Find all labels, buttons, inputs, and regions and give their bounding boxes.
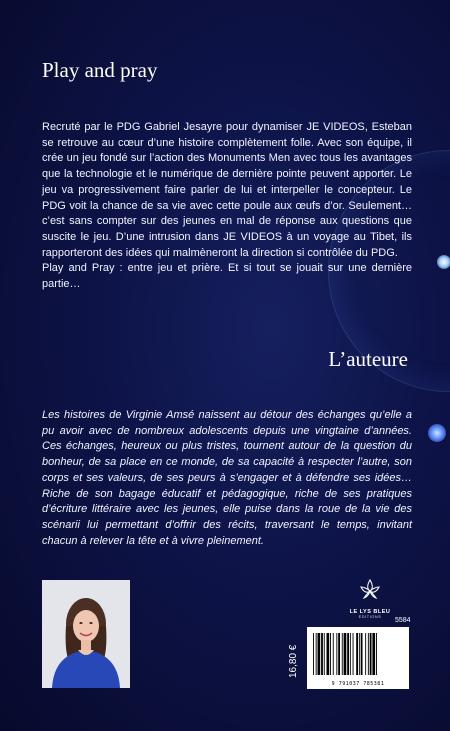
barcode — [307, 627, 409, 689]
barcode-bar — [313, 633, 314, 675]
book-summary — [42, 120, 412, 293]
glowing-orb — [428, 424, 446, 442]
barcode-bar — [324, 633, 325, 675]
publisher-name: LE LYS BLEU — [349, 609, 391, 615]
barcode-digits: 9 791037 785381 — [331, 681, 385, 687]
barcode-bar — [353, 633, 354, 675]
barcode-bar — [316, 633, 317, 675]
barcode-bar — [372, 633, 375, 675]
barcode-bars — [307, 627, 409, 679]
barcode-bar — [347, 633, 349, 675]
author-portrait-image — [42, 580, 130, 688]
barcode-bar — [356, 633, 358, 675]
barcode-bar — [336, 633, 337, 675]
barcode-bar — [376, 633, 377, 675]
price-label: 16,80 € — [288, 644, 299, 678]
barcode-bar — [321, 633, 323, 675]
author-heading: L’auteure — [328, 347, 408, 371]
barcode-bar — [368, 633, 369, 675]
barcode-bar — [350, 633, 351, 675]
barcode-bar — [370, 633, 372, 675]
summary-tagline: Play and Pray : entre jeu et prière. Et si tout se jouait sur une dernière partie… — [42, 262, 412, 291]
barcode-bar — [330, 633, 331, 675]
lily-flower-icon — [358, 578, 382, 602]
barcode-bar — [365, 633, 366, 675]
author-bio: Les histoires de Virginie Amsé naissent au détour des échanges qu’elle a pu avoir avec de nombreux adolescents depuis une vingtaine d’années. Ces échanges, heureux ou plus tristes, tournent autour de la question du bonheur, de sa place en ce monde, de sa capacité à respecter l’autre, son corps et ses valeurs, de ses peurs à s’engager et à défendre ses idées… Riche de son bagage éducatif et pédagogique, riche de ses pratiques d’écriture littéraire avec les jeunes, elle puise dans la roue de la vie des scénarii lui permettant d’offrir des récits, traversant le temps, invitant chacun à relever la tête et à vivre pleinement. — [42, 409, 412, 547]
barcode-bar — [318, 633, 321, 675]
glowing-orb — [437, 255, 450, 269]
author-photo — [42, 580, 130, 688]
publisher-code: 5584 — [395, 617, 411, 624]
barcode-bar — [342, 633, 343, 675]
barcode-bar — [327, 633, 330, 675]
barcode-bar — [359, 633, 360, 675]
barcode-bar — [338, 633, 340, 675]
barcode-bar — [344, 633, 347, 675]
book-title: Play and pray — [42, 58, 158, 82]
barcode-bar — [361, 633, 363, 675]
barcode-bar — [333, 633, 334, 675]
summary-paragraph: Recruté par le PDG Gabriel Jesayre pour dynamiser JE VIDEOS, Esteban se retrouve au cœur d’une histoire complètement folle. Avec son équipe, il crée un jeu fondé sur l’action des Monuments Men avec tous les avantages que la technologie et le numérique de dernière pointe peuvent apporter. Le jeu va progressivement faire parler de lui et interpeller le concepteur. Le PDG voit la chance de sa vie avec cette poule aux œufs d’or. Seulement… c’est sans compter sur des jeunes en mal de réponse aux questions que suscite le jeu. D’une intrusion dans JE VIDEOS à un voyage au Tibet, ils rapporteront des idées qui malmèneront la direction si contrôlée du PDG. — [42, 121, 412, 259]
publisher-logo — [340, 578, 400, 619]
publisher-sub: ÉDITIONS — [358, 615, 382, 619]
